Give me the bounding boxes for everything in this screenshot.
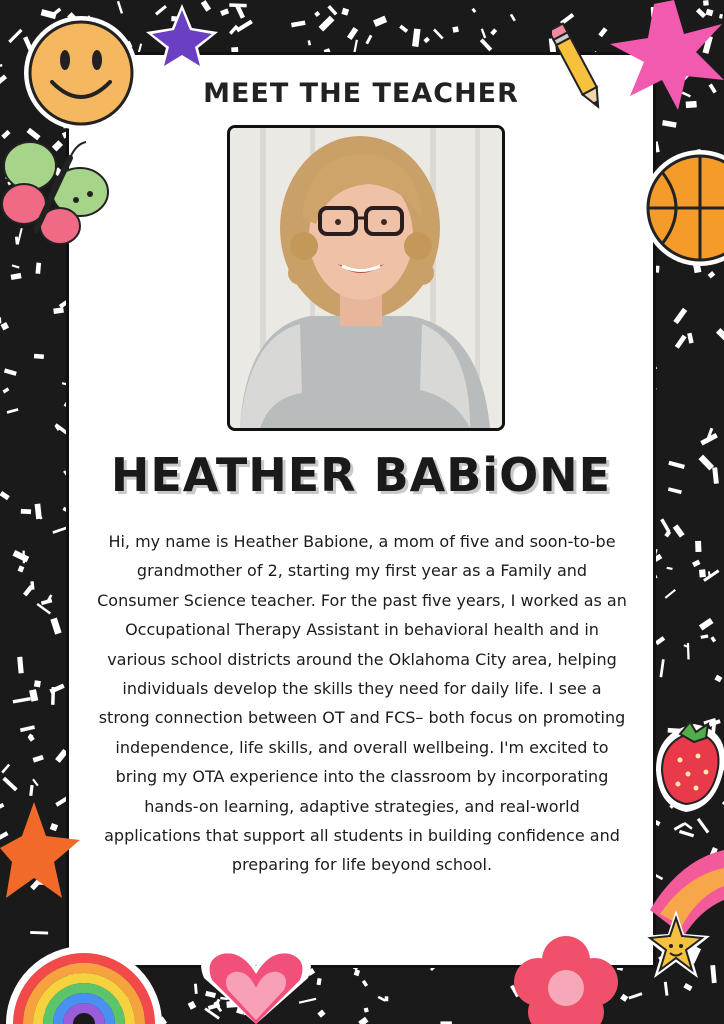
heart-icon xyxy=(194,940,318,1024)
purple-star-icon xyxy=(142,0,222,72)
teacher-photo xyxy=(227,125,505,431)
strawberry-icon xyxy=(650,716,724,816)
pink-starburst-icon xyxy=(604,0,724,110)
rainbow-icon xyxy=(6,920,162,1024)
smiley-face-icon xyxy=(20,12,142,134)
flower-icon xyxy=(510,930,622,1024)
teacher-name: HEATHER BABiONE xyxy=(110,448,612,502)
shooting-star-icon xyxy=(620,840,724,990)
pencil-icon xyxy=(552,16,602,118)
teacher-bio: Hi, my name is Heather Babione, a mom of five and soon-to-be grandmother of 2, starting my first year as a Family and Consumer Science teacher. For the past five years, I worked as an Occupational Therapy Assistant in behavioral health and in various school districts around the Oklahoma City area, helping individuals develop the skills they need for daily life. I see a strong connection between OT and FCS– both focus on promoting independence, life skills, and overall wellbeing. I'm excited to bring my OTA experience into the classroom by incorporating hands-on learning, adaptive strategies, and real-world applications that support all students in building confidence and preparing for life beyond school. xyxy=(97,532,627,875)
basketball-icon xyxy=(640,146,724,270)
butterfly-icon xyxy=(0,130,112,250)
page-heading: MEET THE TEACHER xyxy=(203,78,519,109)
orange-star-icon xyxy=(0,800,80,900)
